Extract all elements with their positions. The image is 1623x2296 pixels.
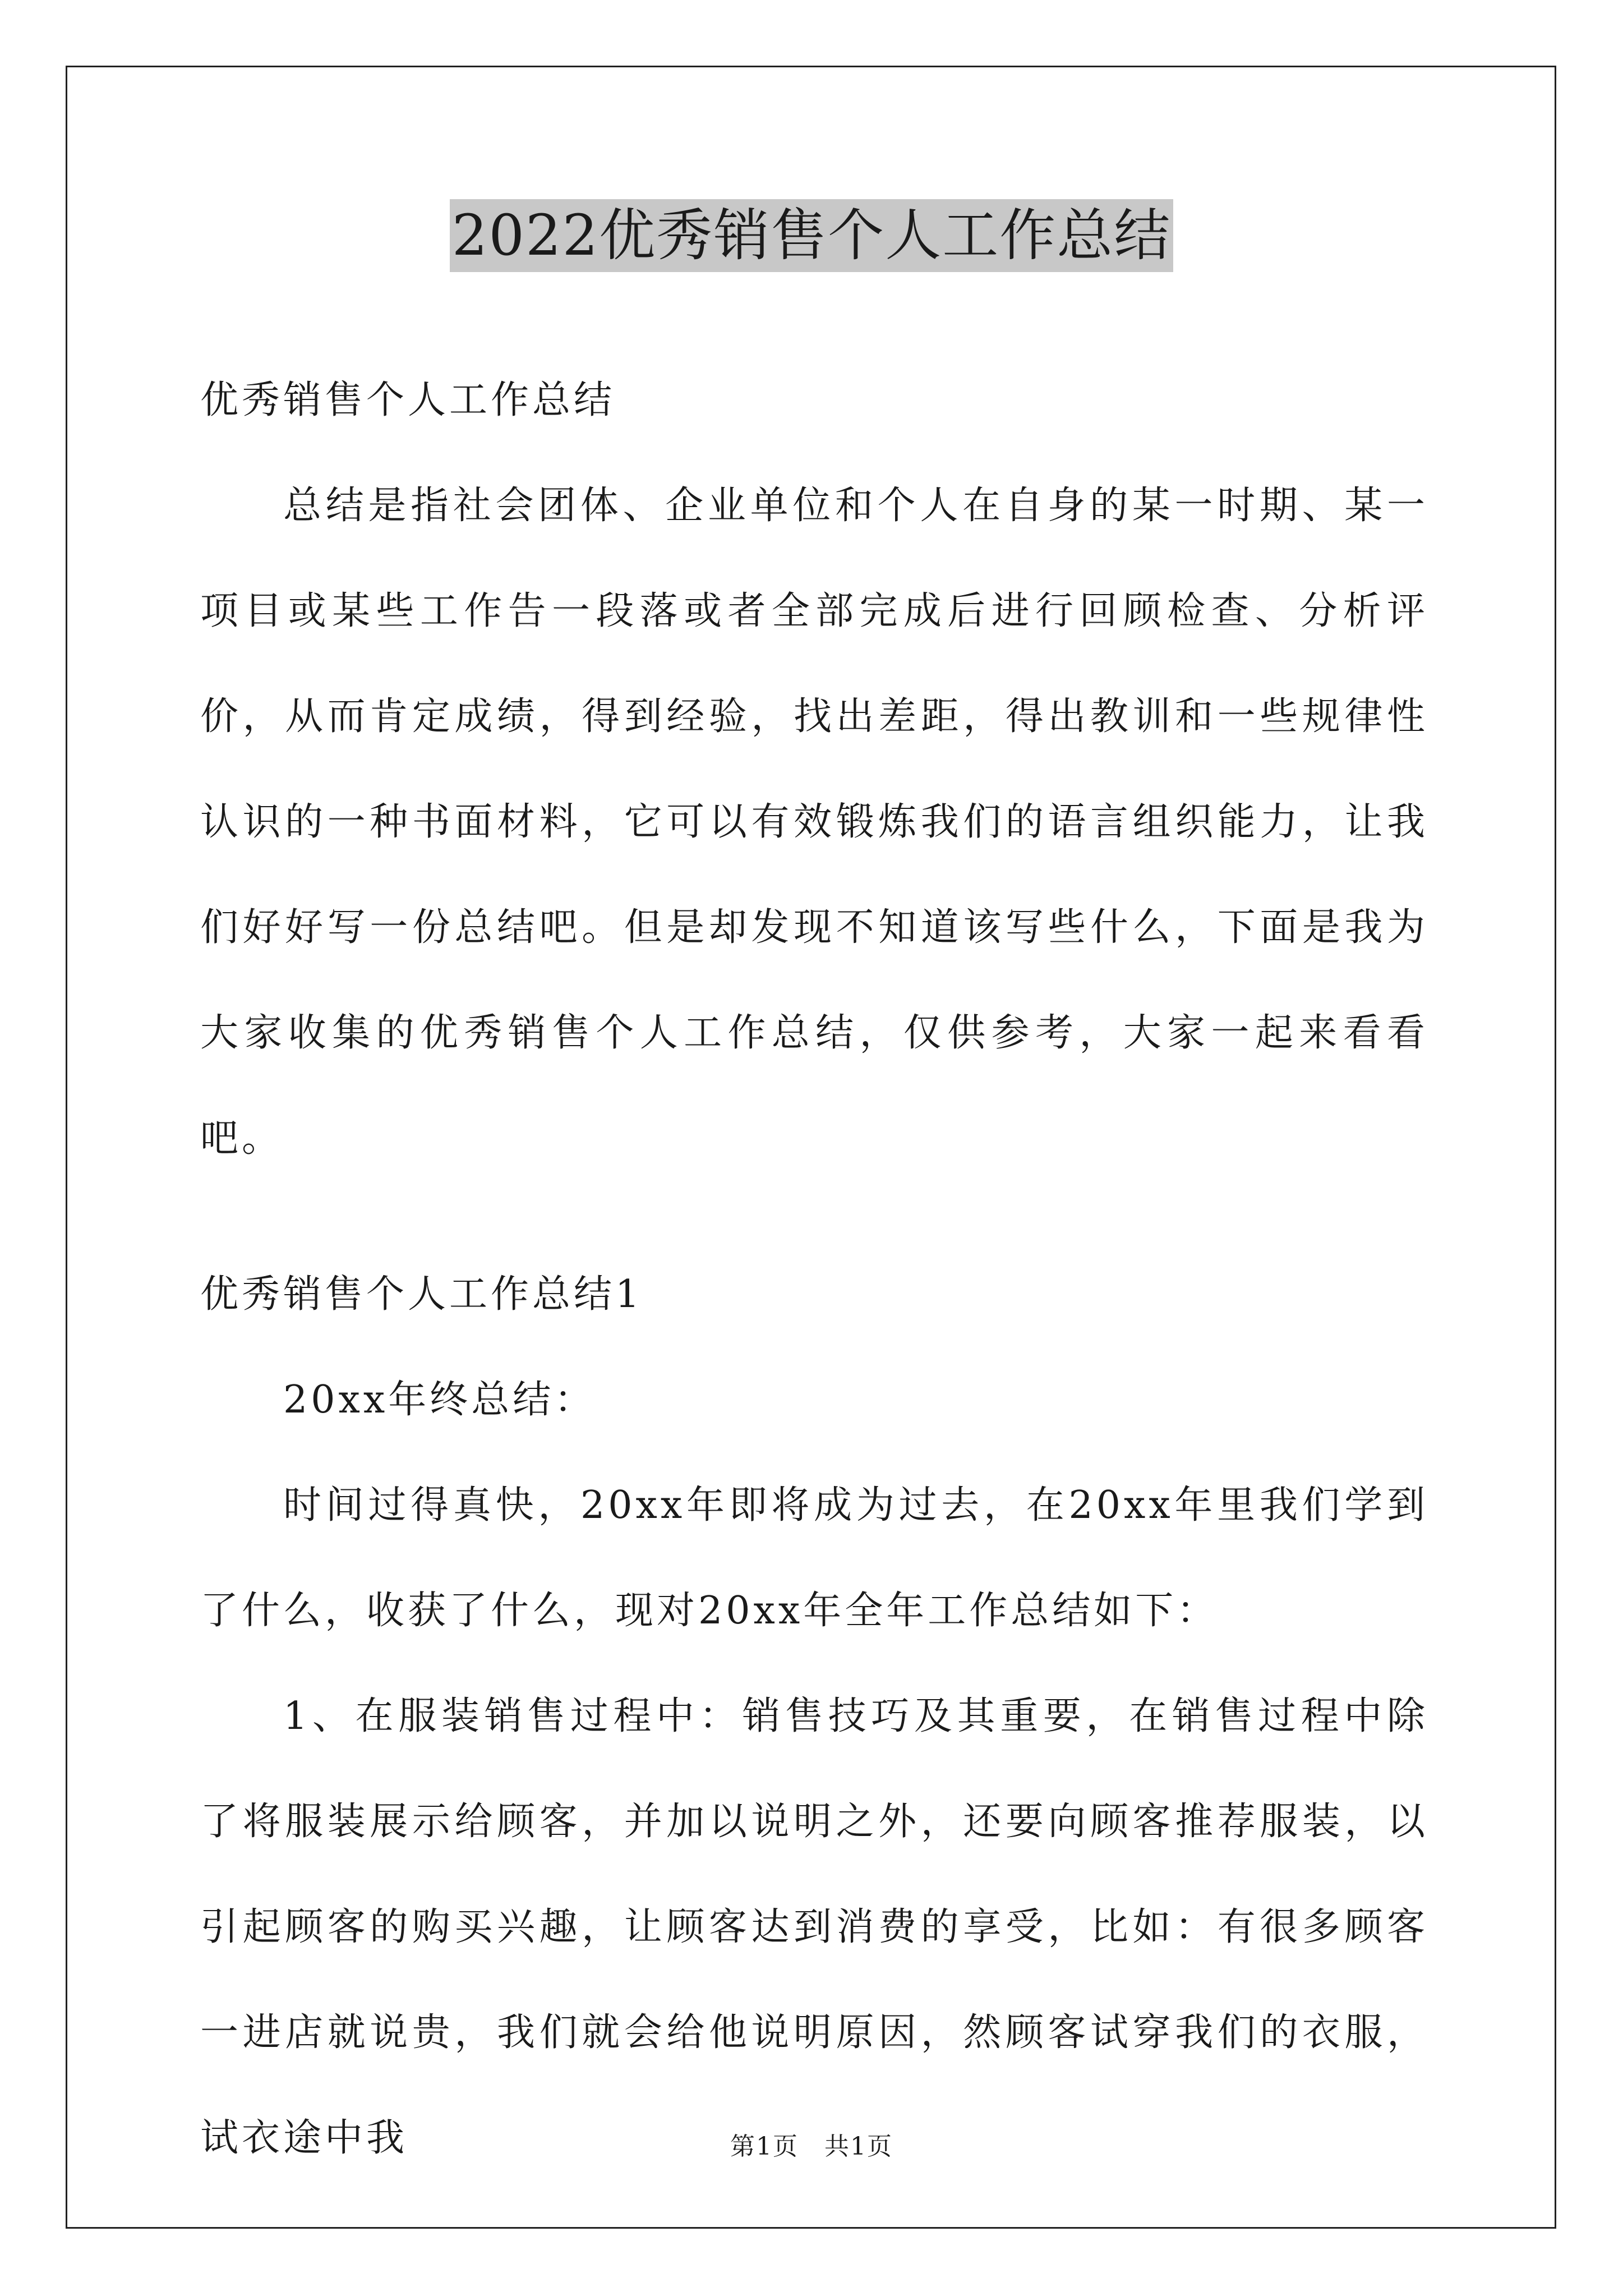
section1-heading: 优秀销售个人工作总结1 <box>200 1272 643 1317</box>
section1-paragraph-1: 时间过得真快，20xx年即将成为过去，在20xx年里我们学到了什么，收获了什么，现对20xx年全年工作总结如下： <box>200 1483 1428 1633</box>
section1-subtitle: 20xx年终总结： <box>283 1378 596 1422</box>
intro-heading: 优秀销售个人工作总结 <box>200 378 616 422</box>
document-title: 2022优秀销售个人工作总结 <box>450 199 1174 272</box>
section1-paragraph-2: 1、在服装销售过程中：销售技巧及其重要，在销售过程中除了将服装展示给顾客，并加以说明之外，还要向顾客推荐服装，以引起顾客的购买兴趣，让顾客达到消费的享受，比如：有很多顾客一进店就说贵，我们就会给他说明原因，然顾客试穿我们的衣服，试衣途中我 <box>200 1694 1428 2160</box>
document-body <box>200 348 1428 2191</box>
document-title-wrapper <box>0 199 1623 272</box>
intro-paragraph: 总结是指社会团体、企业单位和个人在自身的某一时期、某一项目或某些工作告一段落或者全部完成后进行回顾检查、分析评价，从而肯定成绩，得到经验，找出差距，得出教训和一些规律性认识的一种书面材料，它可以有效锻炼我们的语言组织能力，让我们好好写一份总结吧。但是却发现不知道该写些什么，下面是我为大家收集的优秀销售个人工作总结，仅供参考，大家一起来看看吧。 <box>200 484 1428 1161</box>
page-footer: 第1页 共1页 <box>730 2132 893 2161</box>
section-spacer <box>200 1191 1428 1242</box>
